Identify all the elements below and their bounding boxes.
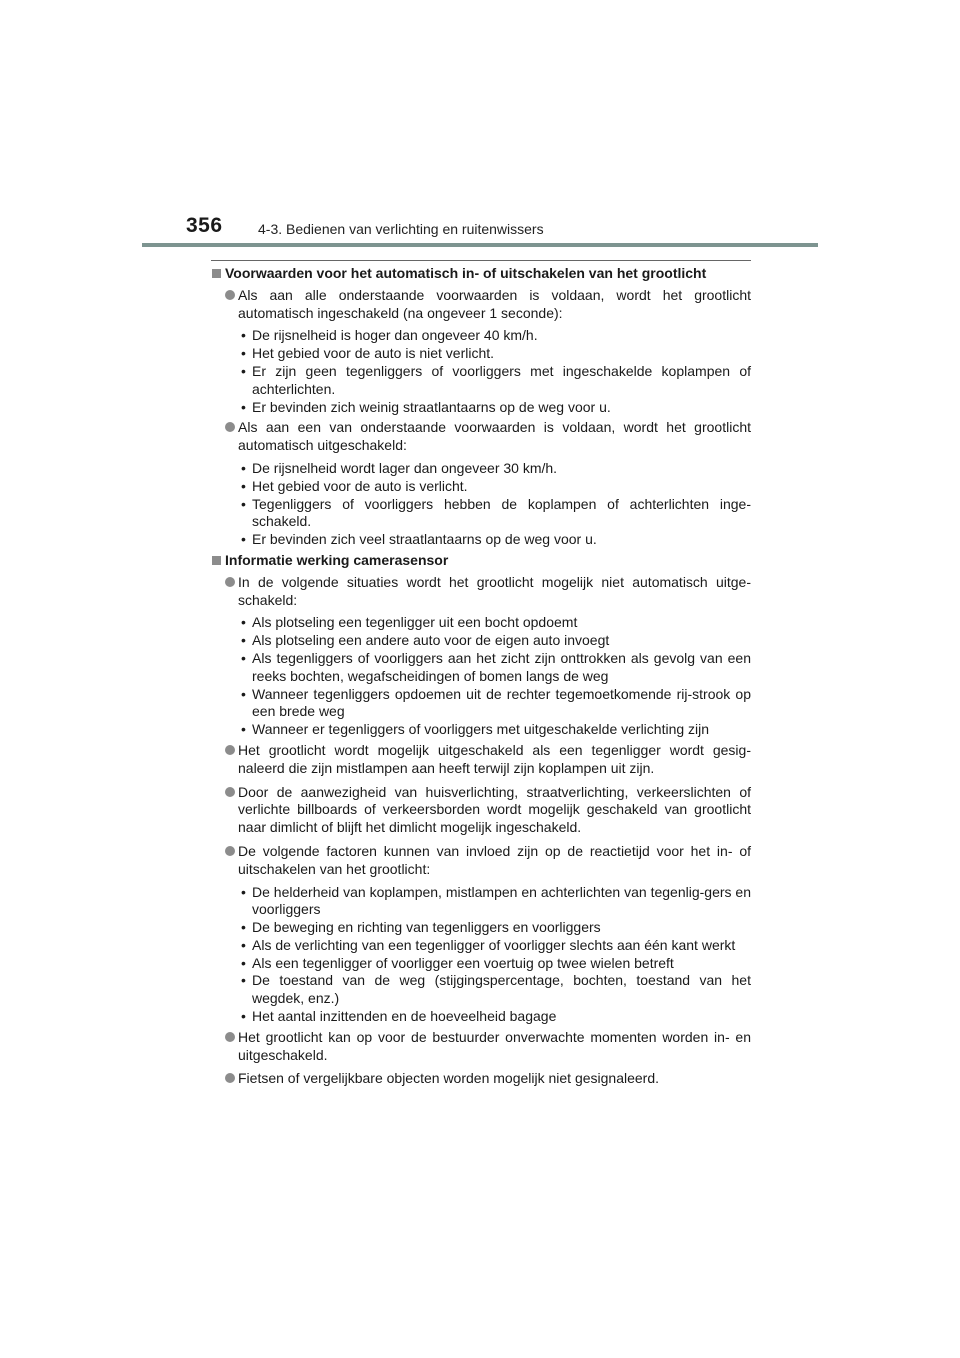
page-number: 356 <box>186 214 223 237</box>
section-heading <box>211 265 751 283</box>
section-heading <box>211 552 751 570</box>
bullet-paragraph <box>211 574 751 610</box>
list-item: • Het gebied voor de auto is verlicht. <box>241 477 468 494</box>
circle-bullet-icon <box>225 787 235 797</box>
bullet-paragraph <box>211 419 751 455</box>
list-item: • De rijsnelheid is hoger dan ongeveer 40 km/h. <box>241 327 538 344</box>
list-item: • Het aantal inzittenden en de hoeveelheid bagage <box>241 1008 557 1025</box>
chapter-title: 4-3. Bedienen van verlichting en ruitenwissers <box>258 221 544 237</box>
bullet-text: Door de aanwezigheid van huisverlichting, straatverlichting, verkeerslichten of verlichte billboards of verkeersborden wordt mogelijk geschakeld van grootlicht naar dimlicht of blijft het dimlicht mogelijk ingeschakeld. <box>238 783 751 836</box>
list-item: • Wanneer tegenliggers opdoemen uit de rechter tegemoetkomende rij-strook op een brede weg <box>241 685 751 720</box>
circle-bullet-icon <box>225 1032 235 1042</box>
circle-bullet-icon <box>225 290 235 300</box>
list-item: • De toestand van de weg (stijgingspercentage, bochten, toestand van het wegdek, enz.) <box>241 972 751 1007</box>
square-bullet-icon <box>212 556 221 565</box>
circle-bullet-icon <box>225 846 235 856</box>
section-heading-text: Informatie werking camerasensor <box>225 551 449 568</box>
list-item: • De beweging en richting van tegenliggers en voorliggers <box>241 919 601 936</box>
list-item: • De rijsnelheid wordt lager dan ongeveer 30 km/h. <box>241 459 558 476</box>
list-item: • Er bevinden zich veel straatlantaarns op de weg voor u. <box>241 531 597 548</box>
sub-list <box>211 327 751 416</box>
bullet-text: De volgende factoren kunnen van invloed zijn op de reactietijd voor het in- of uitschakelen van het grootlicht: <box>238 842 751 877</box>
bullet-paragraph <box>211 1029 751 1065</box>
list-item: • Als plotseling een tegenligger uit een bocht opdoemt <box>241 614 578 631</box>
list-item: • Als een tegenligger of voorligger een voertuig op twee wielen betreft <box>241 954 674 971</box>
bullet-paragraph <box>211 843 751 879</box>
circle-bullet-icon <box>225 1073 235 1083</box>
section-heading-text: Voorwaarden voor het automatisch in- of uitschakelen van het grootlicht <box>225 265 707 281</box>
square-bullet-icon <box>212 269 221 278</box>
sub-list <box>211 460 751 549</box>
bullet-text: Het grootlicht wordt mogelijk uitgeschakeld als een tegenligger wordt gesig-naleerd die zijn mistlampen aan heeft terwijl zijn koplampen uit zijn. <box>238 741 751 776</box>
bullet-text: Het grootlicht kan op voor de bestuurder onverwachte momenten worden in- en uitgeschakeld. <box>238 1028 751 1063</box>
circle-bullet-icon <box>225 577 235 587</box>
bullet-paragraph <box>211 1070 751 1088</box>
circle-bullet-icon <box>225 422 235 432</box>
circle-bullet-icon <box>225 745 235 755</box>
list-item: • Het gebied voor de auto is niet verlicht. <box>241 345 495 362</box>
list-item: • Tegenliggers of voorliggers hebben de koplampen of achterlichten inge-schakeld. <box>241 495 751 530</box>
bullet-text: In de volgende situaties wordt het grootlicht mogelijk niet automatisch uitge-schakeld: <box>238 573 751 608</box>
bullet-text: Fietsen of vergelijkbare objecten worden mogelijk niet gesignaleerd. <box>238 1070 660 1087</box>
bullet-paragraph <box>211 784 751 837</box>
list-item: • Er bevinden zich weinig straatlantaarns op de weg voor u. <box>241 398 611 415</box>
list-item: • Wanneer er tegenliggers of voorliggers met uitgeschakelde verlichting zijn <box>241 721 710 738</box>
bullet-text: Als aan alle onderstaande voorwaarden is voldaan, wordt het grootlicht automatisch ingeschakeld (na ongeveer 1 seconde): <box>238 286 751 321</box>
bullet-paragraph <box>211 287 751 323</box>
header-rule <box>142 243 818 247</box>
bullet-paragraph <box>211 742 751 778</box>
list-item: • Er zijn geen tegenliggers of voorliggers met ingeschakelde koplampen of achterlichten. <box>241 362 751 397</box>
section-rule <box>211 260 751 261</box>
list-item: • Als plotseling een andere auto voor de eigen auto invoegt <box>241 632 610 649</box>
sub-list <box>211 884 751 1026</box>
list-item: • De helderheid van koplampen, mistlampen en achterlichten van tegenlig-gers en voorliggers <box>241 883 751 918</box>
sub-list <box>211 614 751 739</box>
bullet-text: Als aan een van onderstaande voorwaarden is voldaan, wordt het grootlicht automatisch uitgeschakeld: <box>238 419 751 454</box>
list-item: • Als tegenliggers of voorliggers aan het zicht zijn onttrokken als gevolg van een reeks bochten, wegafscheidingen of bomen langs de weg <box>241 649 751 684</box>
list-item: • Als de verlichting van een tegenligger of voorligger slechts aan één kant werkt <box>241 936 736 953</box>
page-content <box>211 265 751 1088</box>
